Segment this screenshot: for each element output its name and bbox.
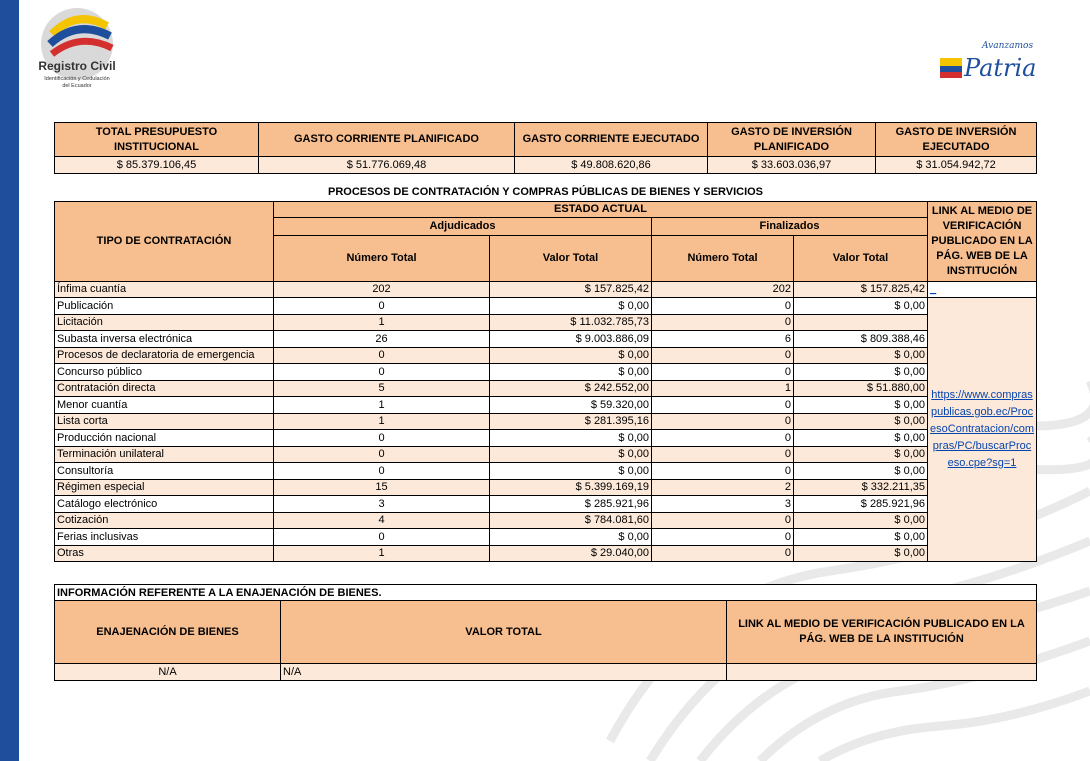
tipo-cell: Procesos de declaratoria de emergencia (55, 347, 274, 364)
tipo-contratacion-header: TIPO DE CONTRATACIÓN (55, 201, 274, 281)
enajenacion-value: N/A (55, 664, 281, 681)
adj-num-cell: 0 (274, 529, 490, 546)
budget-value-inversion-planificado: $ 33.603.036,97 (708, 157, 876, 174)
adj-num-cell: 0 (274, 298, 490, 315)
tipo-cell: Catálogo electrónico (55, 496, 274, 513)
procesos-table (54, 184, 1037, 562)
table-row (55, 413, 1037, 430)
link-verificacion-header: LINK AL MEDIO DE VERIFICACIÓN PUBLICADO EN LA PÁG. WEB DE LA INSTITUCIÓN (928, 201, 1037, 281)
adj-val-cell: $ 59.320,00 (490, 397, 652, 414)
budget-value-corriente-ejecutado: $ 49.808.620,86 (515, 157, 708, 174)
svg-text:Registro Civil: Registro Civil (38, 59, 116, 73)
adj-val-cell: $ 5.399.169,19 (490, 479, 652, 496)
finalizados-header: Finalizados (652, 217, 928, 235)
adj-num-cell: 0 (274, 446, 490, 463)
fin-val-cell: $ 0,00 (794, 430, 928, 447)
adj-val-cell: $ 242.552,00 (490, 380, 652, 397)
avanzamos-patria-logo (938, 36, 1038, 86)
table-row (55, 430, 1037, 447)
fin-val-cell: $ 0,00 (794, 463, 928, 480)
adj-val-cell: $ 0,00 (490, 364, 652, 381)
fin-num-cell: 0 (652, 364, 794, 381)
fin-num-cell: 0 (652, 463, 794, 480)
adj-num-cell: 1 (274, 413, 490, 430)
fin-val-cell: $ 0,00 (794, 545, 928, 562)
adj-num-cell: 1 (274, 314, 490, 331)
adj-num-cell: 0 (274, 463, 490, 480)
tipo-cell: Ínfima cuantía (55, 281, 274, 298)
tipo-cell: Producción nacional (55, 430, 274, 447)
fin-num-cell: 3 (652, 496, 794, 513)
adj-val-cell: $ 784.081,60 (490, 512, 652, 529)
adj-num-cell: 15 (274, 479, 490, 496)
enajenacion-table (54, 584, 1037, 681)
tipo-cell: Consultoría (55, 463, 274, 480)
fin-val-cell: $ 0,00 (794, 298, 928, 315)
first-row-link[interactable]: _ (928, 281, 1037, 298)
adj-val-cell: $ 29.040,00 (490, 545, 652, 562)
table-row (55, 512, 1037, 529)
fin-val-cell: $ 0,00 (794, 347, 928, 364)
table-row (55, 331, 1037, 348)
procesos-title: PROCESOS DE CONTRATACIÓN Y COMPRAS PÚBLICAS DE BIENES Y SERVICIOS (55, 184, 1037, 201)
adj-val-cell: $ 157.825,42 (490, 281, 652, 298)
adj-num-cell: 202 (274, 281, 490, 298)
fin-num-cell: 0 (652, 397, 794, 414)
tipo-cell: Lista corta (55, 413, 274, 430)
enajenacion-link-value (727, 664, 1037, 681)
adj-num-cell: 0 (274, 430, 490, 447)
adj-num-cell: 4 (274, 512, 490, 529)
adj-val-cell: $ 0,00 (490, 298, 652, 315)
budget-header-corriente-planificado: GASTO CORRIENTE PLANIFICADO (259, 123, 515, 157)
adj-num-cell: 0 (274, 347, 490, 364)
adj-val-cell: $ 11.032.785,73 (490, 314, 652, 331)
table-row (55, 446, 1037, 463)
adj-num-cell: 1 (274, 545, 490, 562)
enajenacion-link-header: LINK AL MEDIO DE VERIFICACIÓN PUBLICADO EN LA PÁG. WEB DE LA INSTITUCIÓN (727, 601, 1037, 664)
table-row (55, 479, 1037, 496)
adj-num-cell: 5 (274, 380, 490, 397)
fin-val-cell: $ 51.880,00 (794, 380, 928, 397)
fin-valor-total-header: Valor Total (794, 235, 928, 281)
fin-num-cell: 0 (652, 446, 794, 463)
adj-val-cell: $ 285.921,96 (490, 496, 652, 513)
fin-num-cell: 0 (652, 529, 794, 546)
tipo-cell: Cotización (55, 512, 274, 529)
adj-num-cell: 3 (274, 496, 490, 513)
budget-value-corriente-planificado: $ 51.776.069,48 (259, 157, 515, 174)
fin-num-cell: 0 (652, 347, 794, 364)
table-row (55, 298, 1037, 315)
fin-val-cell: $ 285.921,96 (794, 496, 928, 513)
table-row (55, 347, 1037, 364)
fin-num-cell: 0 (652, 430, 794, 447)
adj-valor-total-header: Valor Total (490, 235, 652, 281)
fin-num-cell: 0 (652, 314, 794, 331)
registro-civil-logo (22, 4, 132, 96)
budget-value-total: $ 85.379.106,45 (55, 157, 259, 174)
fin-num-cell: 1 (652, 380, 794, 397)
fin-val-cell: $ 0,00 (794, 512, 928, 529)
fin-num-cell: 2 (652, 479, 794, 496)
fin-num-cell: 0 (652, 413, 794, 430)
fin-val-cell: $ 0,00 (794, 397, 928, 414)
tipo-cell: Terminación unilateral (55, 446, 274, 463)
table-row (55, 314, 1037, 331)
fin-val-cell: $ 0,00 (794, 446, 928, 463)
fin-val-cell (794, 314, 928, 331)
valor-total-value: N/A (281, 664, 727, 681)
adj-val-cell: $ 0,00 (490, 529, 652, 546)
table-row (55, 380, 1037, 397)
budget-header-inversion-ejecutado: GASTO DE INVERSIÓN EJECUTADO (876, 123, 1037, 157)
adj-val-cell: $ 0,00 (490, 430, 652, 447)
fin-val-cell: $ 332.211,35 (794, 479, 928, 496)
tipo-cell: Licitación (55, 314, 274, 331)
compras-publicas-link[interactable]: https://www.compraspublicas.gob.ec/ProcesoContratacion/compras/PC/buscarProceso.cpe?sg=1 (928, 298, 1037, 562)
fin-num-cell: 0 (652, 298, 794, 315)
svg-text:Patria!: Patria! (964, 54, 1038, 82)
fin-val-cell: $ 0,00 (794, 413, 928, 430)
fin-num-cell: 202 (652, 281, 794, 298)
fin-val-cell: $ 0,00 (794, 529, 928, 546)
table-row (55, 364, 1037, 381)
fin-numero-total-header: Número Total (652, 235, 794, 281)
tipo-cell: Concurso público (55, 364, 274, 381)
valor-total-header: VALOR TOTAL (281, 601, 727, 664)
adj-val-cell: $ 0,00 (490, 347, 652, 364)
budget-table (54, 122, 1037, 174)
adj-val-cell: $ 9.003.886,09 (490, 331, 652, 348)
fin-num-cell: 0 (652, 512, 794, 529)
estado-actual-header: ESTADO ACTUAL (274, 201, 928, 217)
adj-num-cell: 26 (274, 331, 490, 348)
svg-text:Avanzamos: Avanzamos (982, 41, 1034, 51)
left-accent-bar (0, 0, 19, 761)
table-row (55, 281, 1037, 298)
fin-val-cell: $ 0,00 (794, 364, 928, 381)
fin-val-cell: $ 809.388,46 (794, 331, 928, 348)
table-row (55, 545, 1037, 562)
tipo-cell: Publicación (55, 298, 274, 315)
adj-val-cell: $ 0,00 (490, 446, 652, 463)
budget-header-total: TOTAL PRESUPUESTO INSTITUCIONAL (55, 123, 259, 157)
fin-num-cell: 0 (652, 545, 794, 562)
tipo-cell: Contratación directa (55, 380, 274, 397)
fin-num-cell: 6 (652, 331, 794, 348)
enajenacion-header: ENAJENACIÓN DE BIENES (55, 601, 281, 664)
tipo-cell: Régimen especial (55, 479, 274, 496)
tipo-cell: Menor cuantía (55, 397, 274, 414)
adj-num-cell: 0 (274, 364, 490, 381)
tipo-cell: Otras (55, 545, 274, 562)
svg-text:del Ecuador: del Ecuador (62, 83, 92, 89)
budget-value-inversion-ejecutado: $ 31.054.942,72 (876, 157, 1037, 174)
adj-val-cell: $ 0,00 (490, 463, 652, 480)
fin-val-cell: $ 157.825,42 (794, 281, 928, 298)
table-row (55, 463, 1037, 480)
budget-header-corriente-ejecutado: GASTO CORRIENTE EJECUTADO (515, 123, 708, 157)
enajenacion-title: INFORMACIÓN REFERENTE A LA ENAJENACIÓN DE BIENES. (55, 585, 1037, 601)
svg-text:Identificación y Cedulación: Identificación y Cedulación (44, 76, 110, 82)
table-row (55, 496, 1037, 513)
tipo-cell: Subasta inversa electrónica (55, 331, 274, 348)
adj-val-cell: $ 281.395,16 (490, 413, 652, 430)
tipo-cell: Ferias inclusivas (55, 529, 274, 546)
adj-num-cell: 1 (274, 397, 490, 414)
budget-header-inversion-planificado: GASTO DE INVERSIÓN PLANIFICADO (708, 123, 876, 157)
adjudicados-header: Adjudicados (274, 217, 652, 235)
table-row (55, 529, 1037, 546)
table-row (55, 397, 1037, 414)
adj-numero-total-header: Número Total (274, 235, 490, 281)
